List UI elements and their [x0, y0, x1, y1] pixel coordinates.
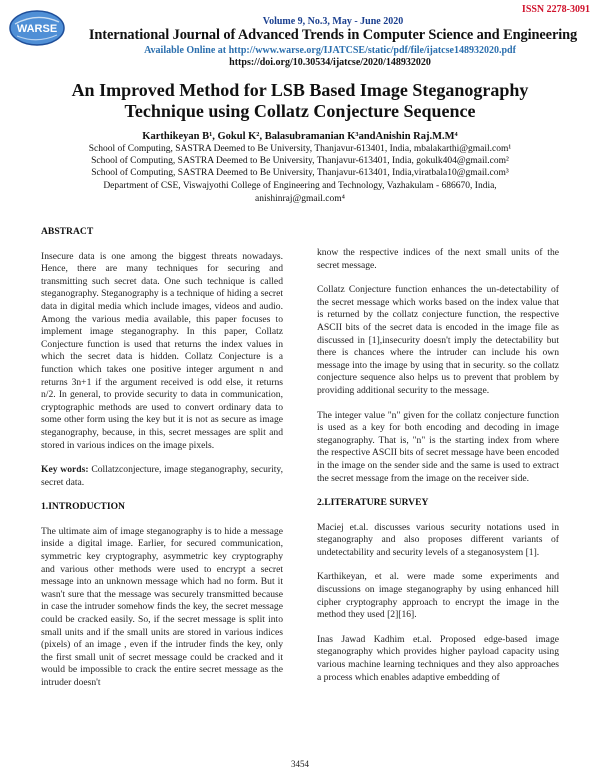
keywords-list: Collatzconjecture, image steganography, security, secret data. [41, 464, 283, 488]
volume-line: Volume 9, No.3, May - June 2020 [262, 16, 404, 27]
issn-label: ISSN 2278-3091 [521, 4, 590, 15]
logo-text: WARSE [16, 23, 58, 35]
affiliation-3: School of Computing, SASTRA Deemed to Be University, Thanjavur-613401, India,viratbala10@gmail.com³ [91, 168, 509, 178]
literature-1: Maciej et.al. discusses various security notations used in steganography and also proposes different variants of undetectability and security levels of a steganosystem [1]. [317, 521, 559, 558]
affiliation-4-email: anishinraj@gmail.com⁴ [255, 194, 345, 204]
literature-heading: 2.LITERATURE SURVEY [317, 497, 429, 509]
availability-link[interactable]: Available Online at http://www.warse.org/IJATCSE/static/pdf/file/ijatcse148932020.pdf [144, 45, 516, 56]
doi-link[interactable]: https://doi.org/10.30534/ijatcse/2020/148932020 [229, 57, 431, 68]
abstract-text: Insecure data is one among the biggest threats nowadays. Hence, there are many techniques for securing and transmitting such secret data. One such technique is called steganography. Steganography is a technique of hiding a secret data in digital media which include images, videos and audio. Among the various media available, this paper focuses to implement image steganography. In this paper, Collatz Conjecture function is used that returns the index values in which the secret data is hidden. Collatz Conjecture is a function which takes one positive integer argument n and returns 3n+1 if the argument received is odd else, it returns n/2. In general, to provide security to data in communication, cryptographic methods are used to convert ordinary data to some other form using the key but it is not as secure as image steganography, because, in this, secret messages are split and stored in various indices on the image pixels. [41, 250, 283, 451]
page-number: 3454 [291, 759, 309, 769]
abstract-heading: ABSTRACT [41, 226, 94, 237]
intro-continued: know the respective indices of the next small units of the secret message. [317, 247, 559, 271]
keywords-label: Key words: [41, 464, 89, 476]
right-column [317, 247, 559, 684]
left-column [41, 226, 283, 690]
title-line-1: An Improved Method for LSB Based Image Steganography [71, 80, 529, 100]
keywords [41, 464, 283, 489]
affiliation-2: School of Computing, SASTRA Deemed to Be University, Thanjavur-613401, India, gokulk404@gmail.com² [91, 156, 509, 166]
introduction-heading: 1.INTRODUCTION [41, 501, 125, 513]
key-paragraph: The integer value "n" given for the collatz conjecture function is used as a key for both encoding and decoding in image steganography. That is, "n" is the starting index from where the respective ASCII bits of secret message have been encoded in the image on the sender side and the same is used to extract the secret message from the image on the receiver side. [317, 409, 559, 484]
journal-title: International Journal of Advanced Trends in Computer Science and Engineering [88, 27, 578, 43]
authors: Karthikeyan B¹, Gokul K², Balasubramanian K³andAnishin Raj.M.M⁴ [142, 131, 458, 142]
affiliation-4: Department of CSE, Viswajyothi College of Engineering and Technology, Vazhakulam - 686670, India, [103, 181, 497, 191]
title-line-2: Technique using Collatz Conjecture Sequence [124, 101, 476, 121]
literature-2: Karthikeyan, et al. were made some experiments and discussions on image steganography by using enhanced hill cipher cryptography approach to encrypt the image in the method they used [2][16]. [317, 571, 559, 621]
affiliation-1: School of Computing, SASTRA Deemed to Be University, Thanjavur-613401, India, mbalakarthi@gmail.com¹ [88, 144, 512, 154]
introduction-text: The ultimate aim of image steganography is to hide a message inside a digital image. Earlier, for secured communication, symmetric key cryptography, asymmetric key cryptography and various other methods were used to encrypt a secret message into an unknown message which had no form. But it wasn't sure that the message was securely transmitted because in case the intruder somehow finds the key, the secret message could be cracked easily. So, if the secret message is split into small units and if the small units are stored in various indices (pixels) of an image , even if the intruder finds the key, only the first small unit of secret message could be cracked and it would be impossible to crack the entire secret message as the intruder doesn't [41, 525, 283, 688]
warse-logo-icon [7, 8, 69, 48]
collatz-paragraph: Collatz Conjecture function enhances the un-detectability of the secret message which works based on the index value that is returned by the collatz conjecture function, the respective ASCII bits of the secret data is encoded in the image file as discussed in [1],insecurity doesn't imply the detectability but there is chances where the intruder can include his own message into the image by using that in security. so the collatz conjecture sequence also helps us to prevent that problem by providing additional security to the message. [317, 284, 559, 396]
paper-title [0, 80, 600, 122]
literature-3: Inas Jawad Kadhim et.al. Proposed edge-based image steganography which provides higher payload capacity using various machine learning techniques and they also approaches a process which enables adaptive embedding of [317, 633, 559, 683]
